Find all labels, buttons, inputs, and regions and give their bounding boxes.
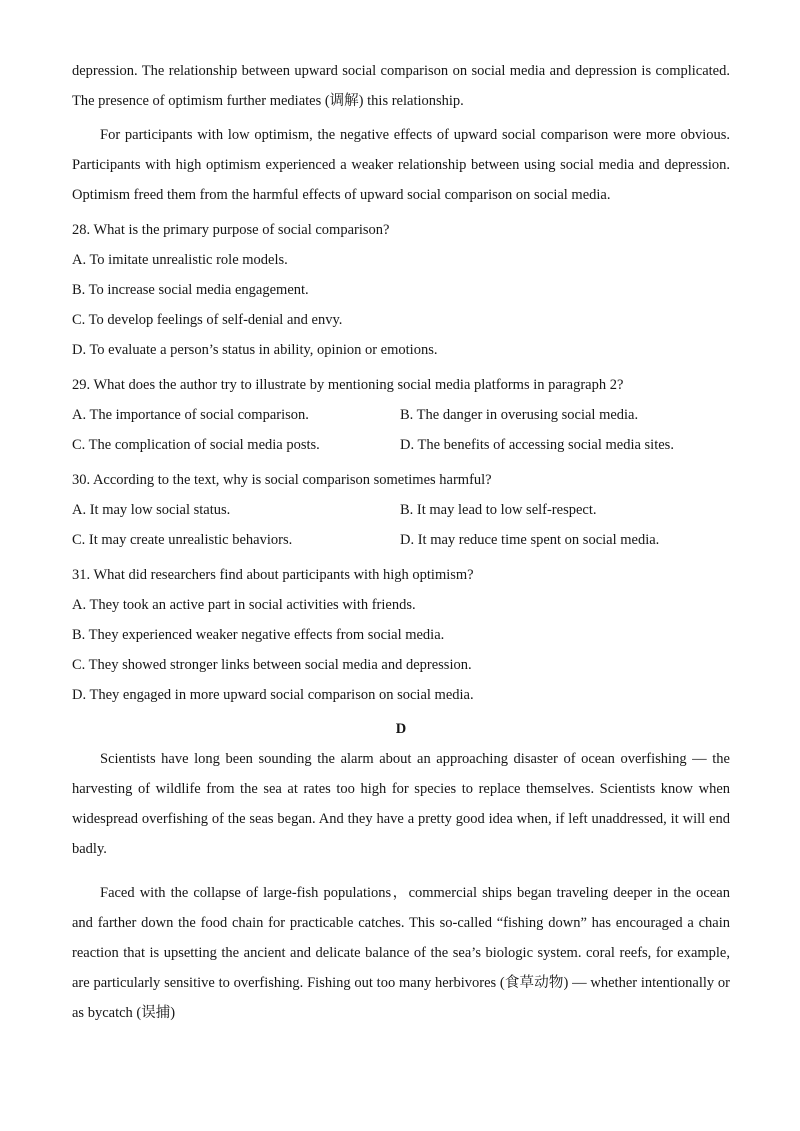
question-29-option-row-1: [72, 400, 730, 430]
question-30-option-b: B. It may lead to low self-respect.: [400, 502, 597, 518]
question-30-stem: 30. According to the text, why is social comparison sometimes harmful?: [72, 472, 492, 488]
question-30: [72, 465, 730, 555]
question-29-option-c: C. The complication of social media posts.: [72, 437, 320, 453]
question-28: [72, 215, 730, 365]
question-30-option-a: A. It may low social status.: [72, 502, 231, 518]
question-28-option-c: C. To develop feelings of self-denial and envy.: [72, 312, 343, 328]
question-28-option-d: D. To evaluate a person’s status in ability, opinion or emotions.: [72, 342, 438, 358]
passage-c-optimism-paragraph: For participants with low optimism, the negative effects of upward social comparison were more obvious. Participants with high optimism experienced a weaker relationship between using social media and depression. Optimism freed them from the harmful effects of upward social comparison on social media.: [72, 127, 730, 203]
question-29-stem: 29. What does the author try to illustrate by mentioning social media platforms in paragraph 2?: [72, 377, 624, 393]
question-30-option-c: C. It may create unrealistic behaviors.: [72, 532, 293, 548]
question-29: [72, 370, 730, 460]
question-30-option-row-2: [72, 525, 730, 555]
question-31-option-d: D. They engaged in more upward social comparison on social media.: [72, 687, 474, 703]
question-30-option-d: D. It may reduce time spent on social media.: [400, 532, 660, 548]
question-30-option-row-1: [72, 495, 730, 525]
question-28-option-b: B. To increase social media engagement.: [72, 282, 309, 298]
question-28-option-a: A. To imitate unrealistic role models.: [72, 252, 288, 268]
passage-c-continuation-paragraph: depression. The relationship between upward social comparison on social media and depression is complicated. The presence of optimism further mediates (调解) this relationship.: [72, 63, 730, 109]
question-29-option-b: B. The danger in overusing social media.: [400, 407, 639, 423]
question-31-option-c: C. They showed stronger links between social media and depression.: [72, 657, 472, 673]
question-31-option-b: B. They experienced weaker negative effects from social media.: [72, 627, 445, 643]
question-28-stem: 28. What is the primary purpose of social comparison?: [72, 222, 390, 238]
question-29-option-d: D. The benefits of accessing social media sites.: [400, 437, 674, 453]
question-29-option-a: A. The importance of social comparison.: [72, 407, 309, 423]
passage-d-paragraph-2: Faced with the collapse of large-fish populations，commercial ships began traveling deeper in the ocean and farther down the food chain for practicable catches. This so-called “fishing down” has encouraged a chain reaction that is upsetting the ancient and delicate balance of the sea’s biologic system. coral reefs, for example, are particularly sensitive to overfishing. Fishing out too many herbivores (食草动物) — whether intentionally or as bycatch (误捕): [72, 885, 730, 1021]
question-31-option-a: A. They took an active part in social activities with friends.: [72, 597, 416, 613]
passage-d-paragraph-1: Scientists have long been sounding the alarm about an approaching disaster of ocean overfishing — the harvesting of wildlife from the sea at rates too high for species to replace themselves. Scientists know when widespread overfishing of the seas began. And they have a pretty good idea when, if left unaddressed, it will end badly.: [72, 751, 730, 857]
question-31-stem: 31. What did researchers find about participants with high optimism?: [72, 567, 474, 583]
section-d-heading: D: [395, 721, 407, 737]
question-31: [72, 560, 730, 710]
question-29-option-row-2: [72, 430, 730, 460]
